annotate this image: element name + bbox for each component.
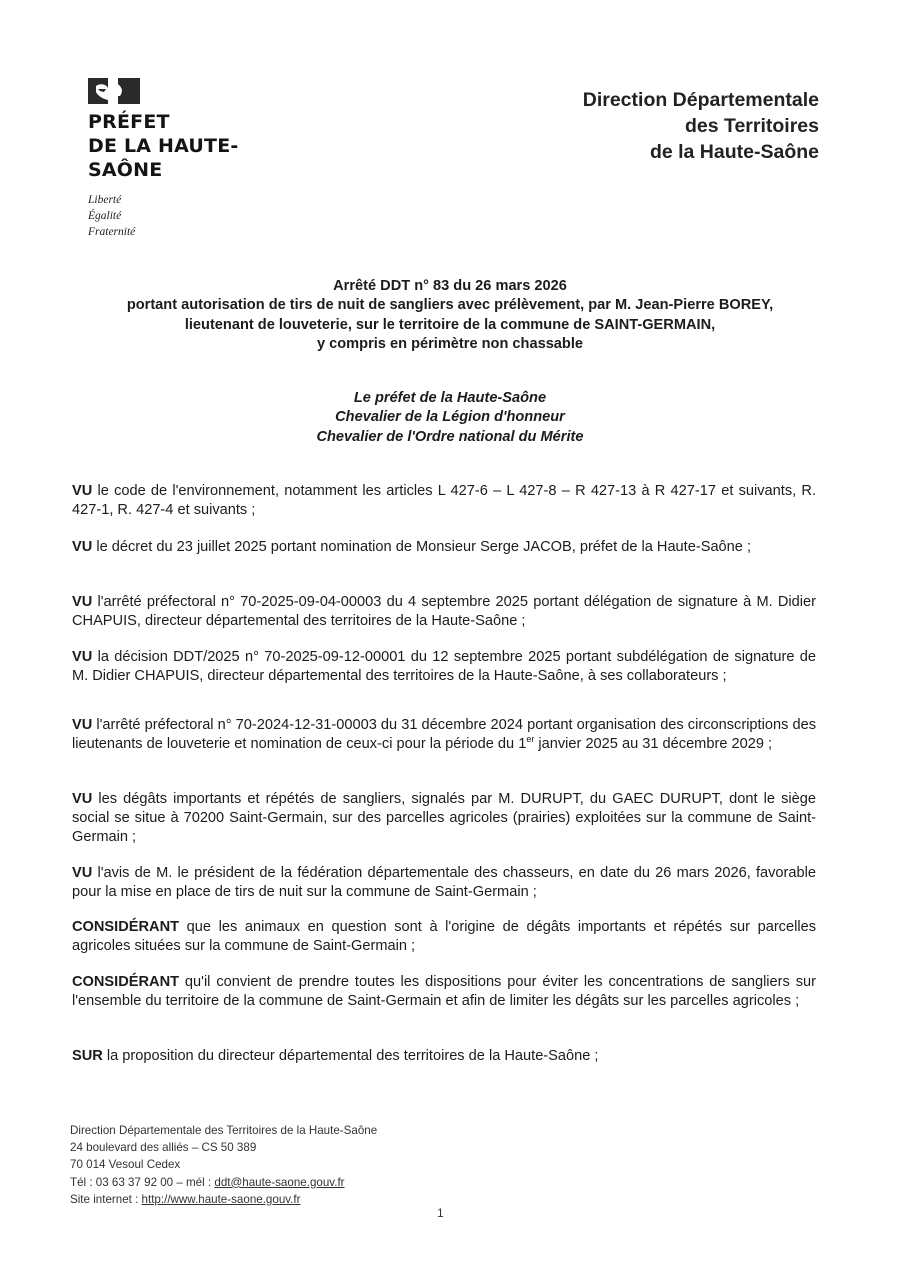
recital-superscript: er xyxy=(526,734,535,745)
footer-contact xyxy=(70,1122,377,1208)
recital-vu-code-environnement xyxy=(72,482,816,520)
footer-tel: Tél : 03 63 37 92 00 – mél : xyxy=(70,1175,215,1189)
recital-vu-avis-federation xyxy=(72,864,816,902)
recital-text: qu'il convient de prendre toutes les dispositions pour éviter les concentrations de sangliers sur l'ensemble du territoire de la commune de Saint-Germain et afin de limiter les dégâts sur les parcelles agricoles ; xyxy=(72,974,816,1009)
prefet-title-line-3: Chevalier de l'Ordre national du Mérite xyxy=(316,428,584,445)
issuing-direction xyxy=(583,87,819,165)
footer-line-3: 70 014 Vesoul Cedex xyxy=(70,1158,181,1172)
footer-line-1: Direction Départementale des Territoires de la Haute-Saône xyxy=(70,1124,378,1137)
motto-egalite: Égalité xyxy=(88,210,122,222)
recital-considerant-2 xyxy=(72,973,816,1011)
recital-considerant-1 xyxy=(72,918,816,956)
direction-line-2: des Territoires xyxy=(684,115,819,137)
title-line-1: Arrêté DDT n° 83 du 26 mars 2026 xyxy=(333,278,567,294)
recital-text-end: janvier 2025 au 31 décembre 2029 ; xyxy=(534,736,773,752)
recital-text: les dégâts importants et répétés de sangliers, signalés par M. DURUPT, du GAEC DURUPT, dont le siège social se situe à 70200 Saint-Germain, sur des parcelles agricoles (prairies) exploitées sur la commune de Saint-Germain ; xyxy=(72,791,816,845)
footer-site-label: Site internet : xyxy=(70,1192,142,1206)
prefet-title-line-2: Chevalier de la Légion d'honneur xyxy=(335,409,565,426)
prefet-titles xyxy=(60,389,840,447)
recital-text: l'arrêté préfectoral n° 70-2025-09-04-00003 du 4 septembre 2025 portant délégation de signature à M. Didier CHAPUIS, directeur départemental des territoires de la Haute-Saône ; xyxy=(72,594,816,629)
recital-keyword: VU xyxy=(72,717,93,733)
decree-title xyxy=(60,277,840,354)
page-number: 1 xyxy=(437,1206,444,1220)
recital-text: le code de l'environnement, notamment les articles L 427-6 – L 427-8 – R 427-13 à R 427-17 et suivants, R. 427-1, R. 427-4 et suivants ; xyxy=(72,483,816,518)
recital-text: la proposition du directeur départemental des territoires de la Haute-Saône ; xyxy=(102,1048,599,1064)
recital-vu-louveterie xyxy=(72,716,816,754)
recital-text: l'arrêté préfectoral n° 70-2024-12-31-00003 du 31 décembre 2024 portant organisation des circonscriptions des lieutenants de louveterie et nomination de ceux-ci pour la période du 1 xyxy=(72,717,816,752)
footer-email-link[interactable]: ddt@haute-saone.gouv.fr xyxy=(214,1175,345,1189)
recital-text: que les animaux en question sont à l'origine de dégâts importants et répétés sur parcelles agricoles situées sur la commune de Saint-Germain ; xyxy=(72,919,816,954)
recital-text: le décret du 23 juillet 2025 portant nomination de Monsieur Serge JACOB, préfet de la Haute-Saône ; xyxy=(92,539,752,555)
prefet-logo-block xyxy=(88,78,238,240)
motto-fraternite: Fraternité xyxy=(88,226,136,238)
recital-text: l'avis de M. le président de la fédération départementale des chasseurs, en date du 26 mars 2026, favorable pour la mise en place de tirs de nuit sur la commune de Saint-Germain ; xyxy=(72,865,816,900)
prefet-name-line-3: SAÔNE xyxy=(88,159,163,181)
recital-keyword: VU xyxy=(72,483,93,499)
footer-site-line xyxy=(70,1191,377,1208)
recital-keyword: VU xyxy=(72,594,93,610)
title-line-2: portant autorisation de tirs de nuit de sangliers avec prélèvement, par M. Jean-Pierre BOREY, xyxy=(126,297,774,314)
direction-line-3: de la Haute-Saône xyxy=(649,141,819,163)
prefet-title-line-1: Le préfet de la Haute-Saône xyxy=(353,390,547,406)
recital-keyword: CONSIDÉRANT xyxy=(72,974,180,990)
recital-keyword: CONSIDÉRANT xyxy=(72,919,180,935)
recital-text: la décision DDT/2025 n° 70-2025-09-12-00001 du 12 septembre 2025 portant subdélégation de signature de M. Didier CHAPUIS, directeur départemental des territoires de la Haute-Saône, à ses collaborateurs ; xyxy=(72,649,816,684)
recital-sur-proposition xyxy=(72,1047,816,1066)
republic-motto xyxy=(88,192,238,240)
recital-keyword: VU xyxy=(72,865,93,881)
title-line-4: y compris en périmètre non chassable xyxy=(316,335,584,352)
recital-vu-degats xyxy=(72,790,816,847)
prefet-name-line-2: DE LA HAUTE- xyxy=(88,135,239,157)
footer-site-link[interactable]: http://www.haute-saone.gouv.fr xyxy=(141,1192,301,1206)
title-line-3: lieutenant de louveterie, sur le territoire de la commune de SAINT-GERMAIN, xyxy=(184,316,716,333)
motto-liberte: Liberté xyxy=(88,194,122,206)
recital-vu-subdelegation xyxy=(72,648,816,686)
recital-vu-delegation xyxy=(72,593,816,631)
recital-keyword: VU xyxy=(72,791,93,807)
prefet-name-line-1: PRÉFET xyxy=(88,111,170,133)
footer-line-2: 24 boulevard des alliés – CS 50 389 xyxy=(70,1141,257,1155)
recital-keyword: SUR xyxy=(72,1048,103,1064)
direction-line-1: Direction Départementale xyxy=(582,89,819,111)
recital-keyword: VU xyxy=(72,539,93,555)
prefet-name xyxy=(88,110,238,182)
footer-contact-line xyxy=(70,1174,377,1191)
marianne-logo-icon xyxy=(88,78,140,104)
recital-keyword: VU xyxy=(72,649,93,665)
recital-vu-decret xyxy=(72,538,816,557)
